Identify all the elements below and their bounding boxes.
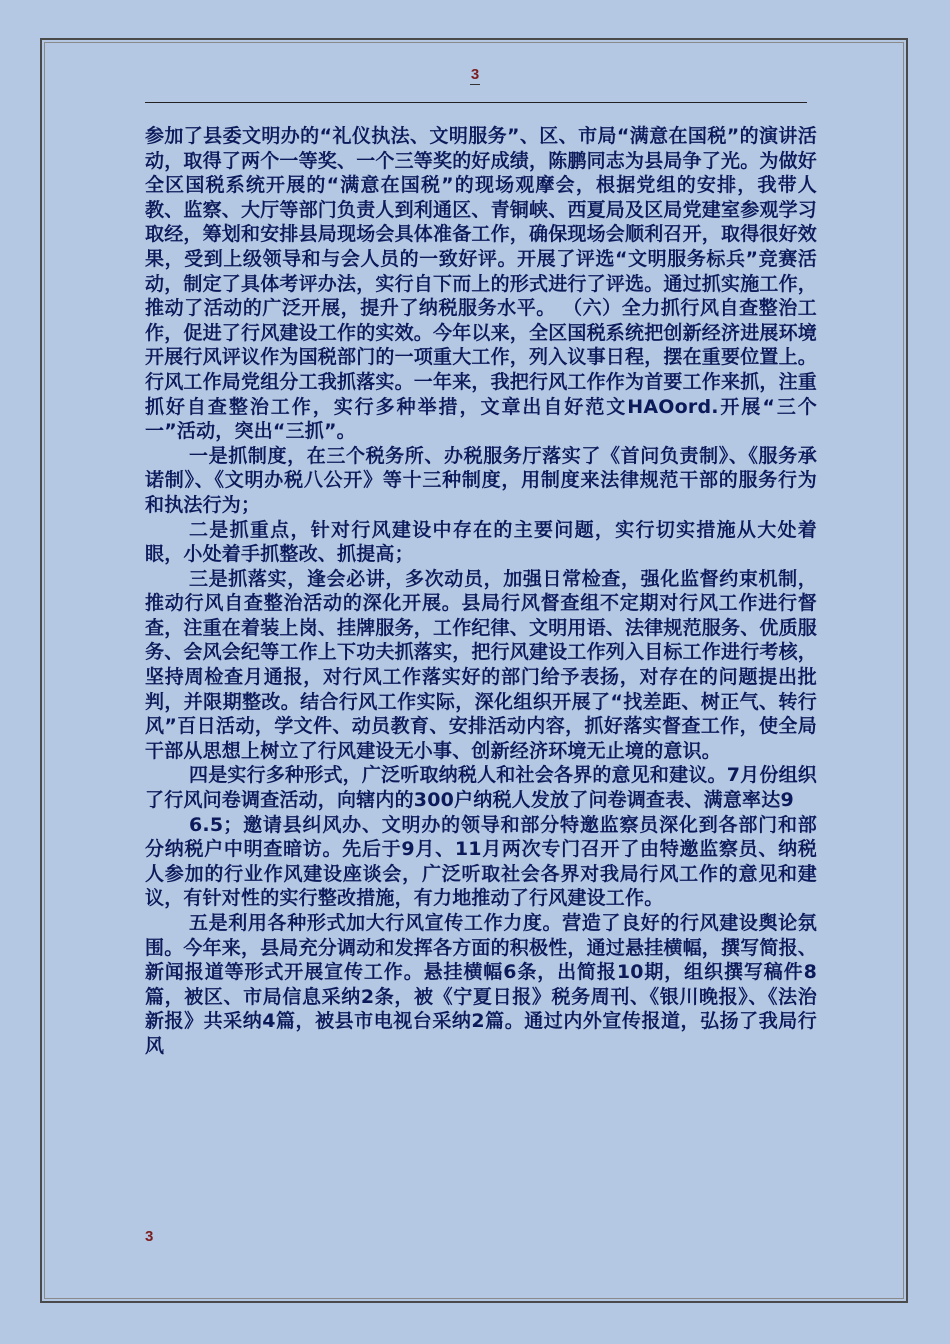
footer-page-number: 3	[145, 1228, 154, 1245]
header-page-number	[0, 66, 950, 85]
paragraph: 6.5；邀请县纠风办、文明办的领导和部分特邀监察员深化到各部门和部分纳税户中明查暗访。先后于9月、11月两次专门召开了由特邀监察员、纳税人参加的行业作风建设座谈会，广泛听取社会各界对我局行风工作的意见和建议，有针对性的实行整改措施，有力地推动了行风建设工作。	[145, 813, 817, 910]
paragraph: 二是抓重点，针对行风建设中存在的主要问题，实行切实措施从大处着眼，小处着手抓整改、抓提高；	[145, 518, 817, 566]
paragraph: 一是抓制度，在三个税务所、办税服务厅落实了《首问负责制》、《服务承诺制》、《文明办税八公开》等十三种制度，用制度来法律规范干部的服务行为和执法行为；	[145, 444, 817, 516]
header-page-number-text: 3	[470, 66, 480, 83]
document-body	[145, 124, 817, 1059]
paragraph: 参加了县委文明办的“礼仪执法、文明服务”、区、市局“满意在国税”的演讲活动，取得了两个一等奖、一个三等奖的好成绩，陈鹏同志为县局争了光。为做好全区国税系统开展的“满意在国税”的现场观摩会，根据党组的安排，我带人教、监察、大厅等部门负责人到利通区、青铜峡、西夏局及区局党建室参观学习取经，筹划和安排县局现场会具体准备工作，确保现场会顺利召开，取得很好效果，受到上级领导和与会人员的一致好评。开展了评选“文明服务标兵”竞赛活动，制定了具体考评办法，实行自下而上的形式进行了评选。通过抓实施工作，推动了活动的广泛开展，提升了纳税服务水平。 （六）全力抓行风自查整治工作，促进了行风建设工作的实效。今年以来，全区国税系统把创新经济进展环境开展行风评议作为国税部门的一项重大工作，列入议事日程，摆在重要位置上。行风工作局党组分工我抓落实。一年来，我把行风工作作为首要工作来抓，注重抓好自查整治工作，实行多种举措，文章出自好范文HAOord.开展“三个一”活动，突出“三抓”。	[145, 125, 818, 443]
paragraph: 五是利用各种形式加大行风宣传工作力度。营造了良好的行风建设舆论氛围。今年来，县局充分调动和发挥各方面的积极性，通过悬挂横幅，撰写简报、新闻报道等形式开展宣传工作。悬挂横幅6条，出简报10期，组织撰写稿件8篇，被区、市局信息采纳2条，被《宁夏日报》税务周刊、《银川晚报》、《法治新报》共采纳4篇，被县市电视台采纳2篇。通过内外宣传报道，弘扬了我局行风	[145, 912, 818, 1057]
paragraph: 四是实行多种形式，广泛听取纳税人和社会各界的意见和建议。7月份组织了行风问卷调查活动，向辖内的300户纳税人发放了问卷调查表、满意率达9	[145, 764, 817, 812]
header-divider	[145, 102, 807, 103]
paragraph: 三是抓落实，逢会必讲，多次动员，加强日常检查，强化监督约束机制，推动行风自查整治活动的深化开展。县局行风督查组不定期对行风工作进行督查，注重在着装上岗、挂牌服务，工作纪律、文明用语、法律规范服务、优质服务、会风会纪等工作上下功夫抓落实，把行风建设工作列入目标工作进行考核，坚持周检查月通报，对行风工作落实好的部门给予表扬，对存在的问题提出批判，并限期整改。结合行风工作实际，深化组织开展了“找差距、树正气、转行风”百日活动，学文件、动员教育、安排活动内容，抓好落实督查工作，使全局干部从思想上树立了行风建设无小事、创新经济环境无止境的意识。	[145, 567, 818, 762]
